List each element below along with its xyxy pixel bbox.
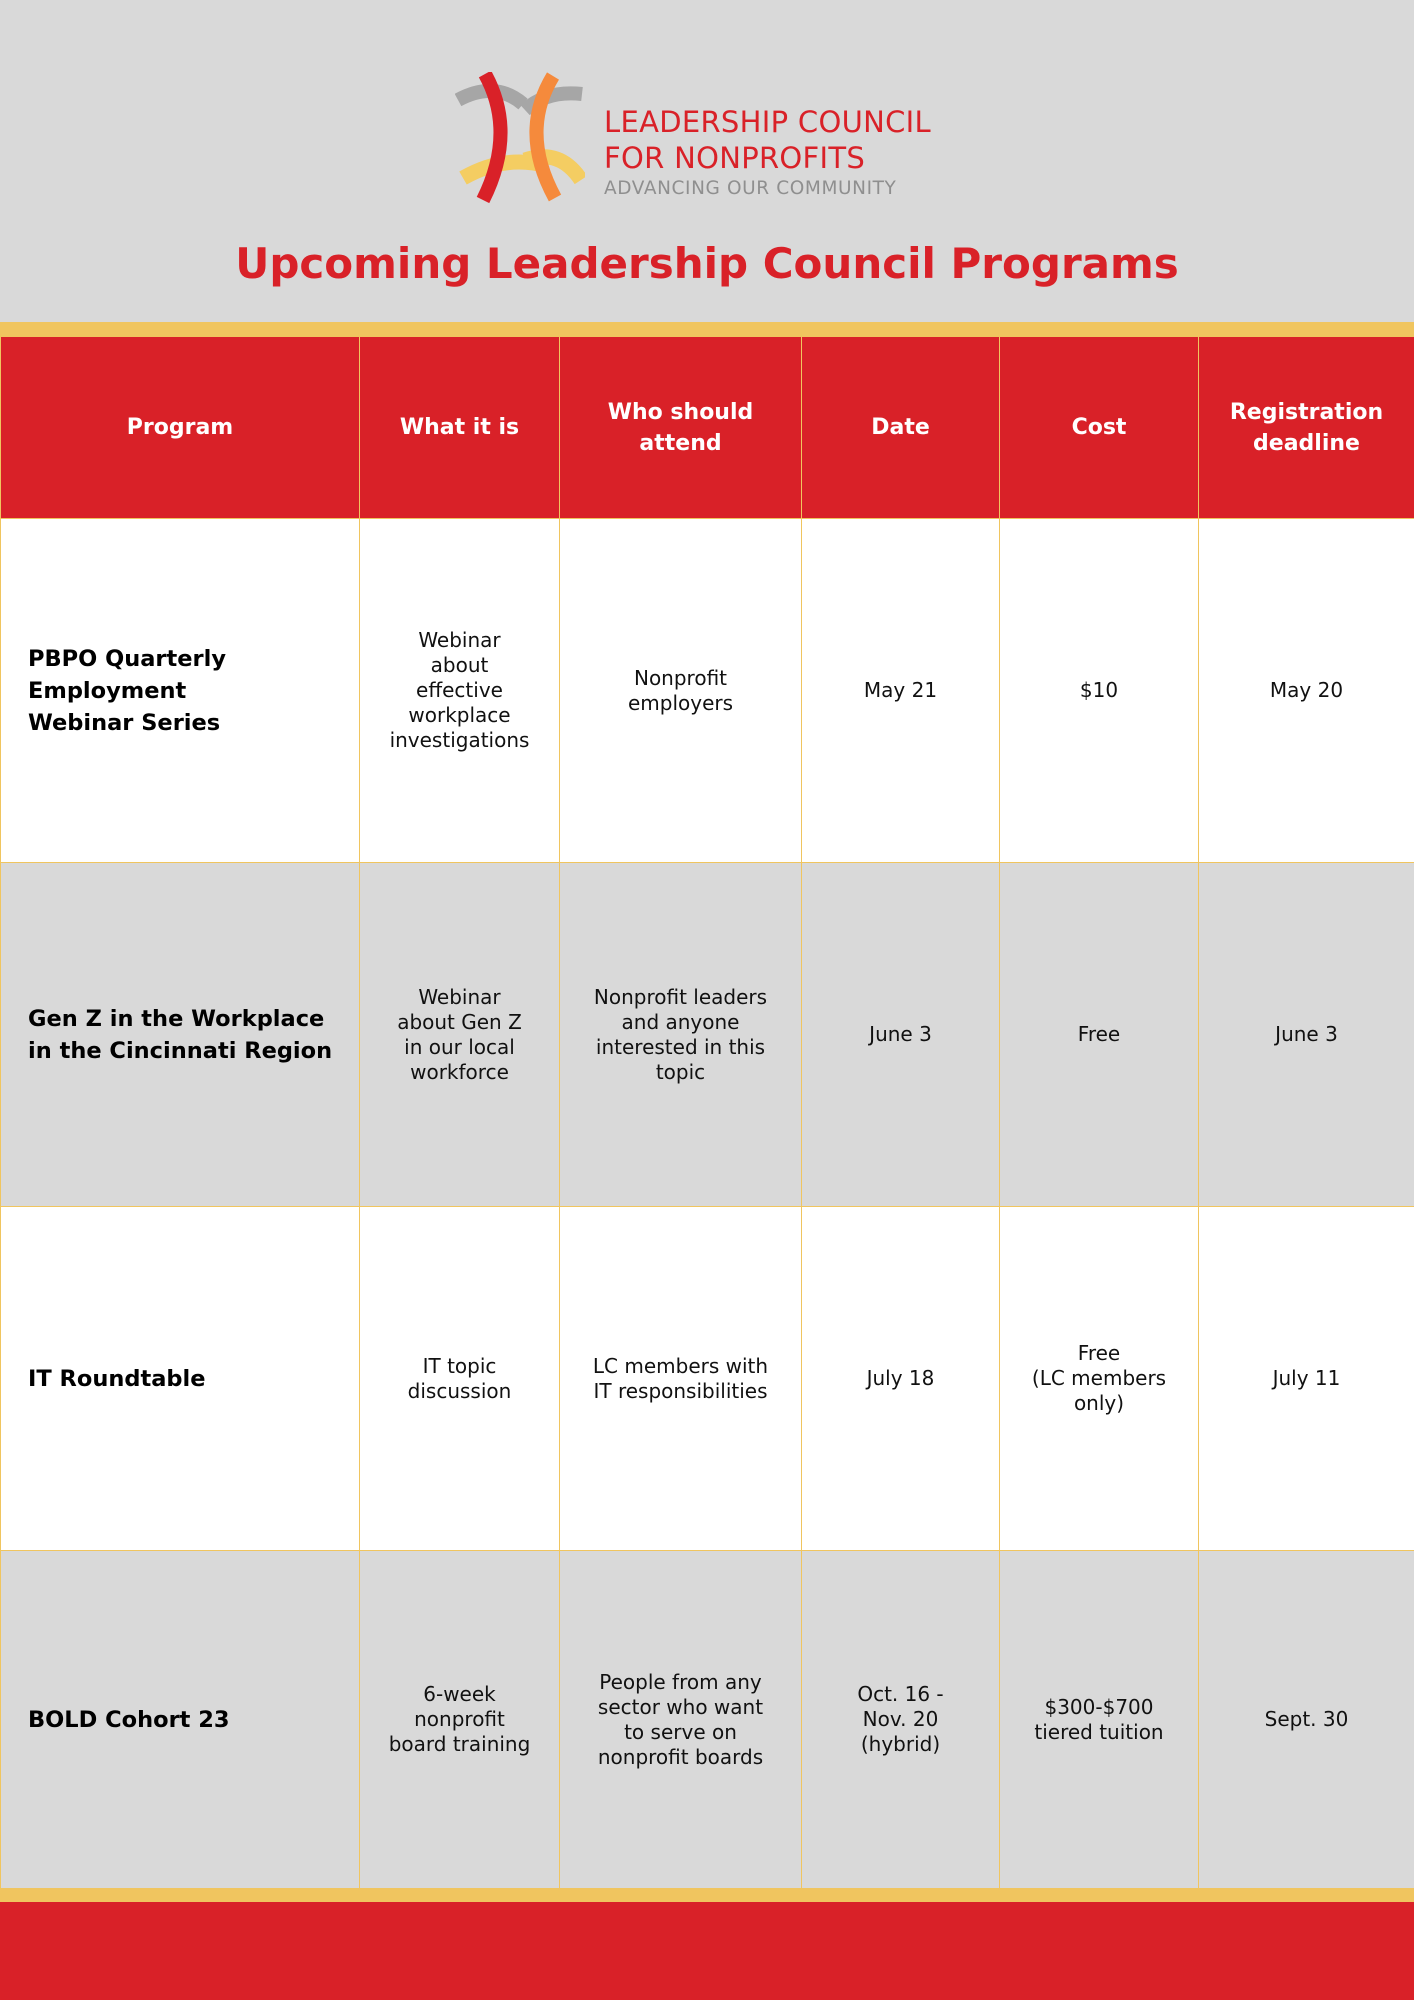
program-date: Oct. 16 - Nov. 20 (hybrid) [857, 1682, 944, 1756]
header-date [802, 337, 1000, 519]
program-description: Webinar about effective workplace investigations [389, 628, 530, 752]
page-header [0, 0, 1414, 322]
program-date: July 18 [866, 1366, 935, 1390]
header-label: Cost [1071, 415, 1127, 440]
header-registration-deadline [1199, 337, 1414, 519]
cell-date [802, 1207, 1000, 1551]
program-deadline: June 3 [1275, 1022, 1338, 1046]
cell-date [802, 519, 1000, 863]
cell-what [360, 1551, 560, 1889]
program-name: Gen Z in the Workplace in the Cincinnati Region [28, 1005, 333, 1064]
header-program [1, 337, 360, 519]
logo-line-2: FOR NONPROFITS [604, 141, 866, 175]
interlocking-arcs-logo-icon [455, 72, 585, 207]
cell-cost [1000, 1207, 1199, 1551]
logo-wordmark [604, 104, 931, 202]
header-label: Date [871, 415, 930, 440]
cell-date [802, 1551, 1000, 1889]
cell-cost [1000, 519, 1199, 863]
table-header-row [1, 337, 1414, 519]
header-label: Program [126, 415, 234, 440]
gold-divider-bottom [0, 1888, 1414, 1902]
program-date: May 21 [863, 678, 938, 702]
program-cost: Free (LC members only) [1031, 1341, 1167, 1415]
program-description: Webinar about Gen Z in our local workforce [397, 984, 522, 1084]
program-date: June 3 [869, 1022, 932, 1046]
program-audience: LC members with IT responsibilities [592, 1353, 769, 1403]
table-row [1, 863, 1414, 1207]
cell-date [802, 863, 1000, 1207]
program-cost: Free [1077, 1022, 1121, 1046]
program-deadline: July 11 [1272, 1366, 1341, 1390]
logo-tagline: ADVANCING OUR COMMUNITY [604, 178, 897, 199]
program-name: BOLD Cohort 23 [28, 1706, 230, 1733]
cell-deadline [1199, 519, 1414, 863]
cell-program [1, 1551, 360, 1889]
header-who-should-attend [560, 337, 802, 519]
program-audience: Nonprofit leaders and anyone interested in this topic [593, 984, 768, 1084]
cell-cost [1000, 863, 1199, 1207]
cell-cost [1000, 1551, 1199, 1889]
cell-program [1, 519, 360, 863]
program-description: 6-week nonprofit board training [388, 1682, 531, 1756]
table-row [1, 1551, 1414, 1889]
cell-who [560, 863, 802, 1207]
program-audience: People from any sector who want to serve on nonprofit boards [597, 1669, 764, 1769]
program-description: IT topic discussion [407, 1353, 512, 1403]
header-label: Registration deadline [1229, 399, 1384, 456]
cell-deadline [1199, 1207, 1414, 1551]
program-audience: Nonprofit employers [627, 665, 734, 715]
gold-divider-top [0, 322, 1414, 336]
cell-what [360, 519, 560, 863]
cell-deadline [1199, 1551, 1414, 1889]
program-cost: $300-$700 tiered tuition [1034, 1694, 1164, 1744]
cell-program [1, 863, 360, 1207]
footer-band [0, 1902, 1414, 2000]
header-label: Who should attend [607, 399, 754, 456]
cell-what [360, 863, 560, 1207]
header-cost [1000, 337, 1199, 519]
table-row [1, 1207, 1414, 1551]
header-label: What it is [399, 415, 520, 440]
cell-what [360, 1207, 560, 1551]
program-deadline: May 20 [1269, 678, 1344, 702]
page-title: Upcoming Leadership Council Programs [235, 239, 1179, 288]
program-cost: $10 [1079, 678, 1119, 702]
cell-who [560, 1207, 802, 1551]
header-what-it-is [360, 337, 560, 519]
programs-table [0, 336, 1414, 1889]
cell-who [560, 1551, 802, 1889]
cell-who [560, 519, 802, 863]
cell-deadline [1199, 863, 1414, 1207]
logo-line-1: LEADERSHIP COUNCIL [604, 105, 931, 139]
program-name: IT Roundtable [28, 1365, 206, 1392]
program-deadline: Sept. 30 [1264, 1707, 1349, 1731]
table-row [1, 519, 1414, 863]
cell-program [1, 1207, 360, 1551]
program-name: PBPO Quarterly Employment Webinar Series [28, 645, 227, 736]
